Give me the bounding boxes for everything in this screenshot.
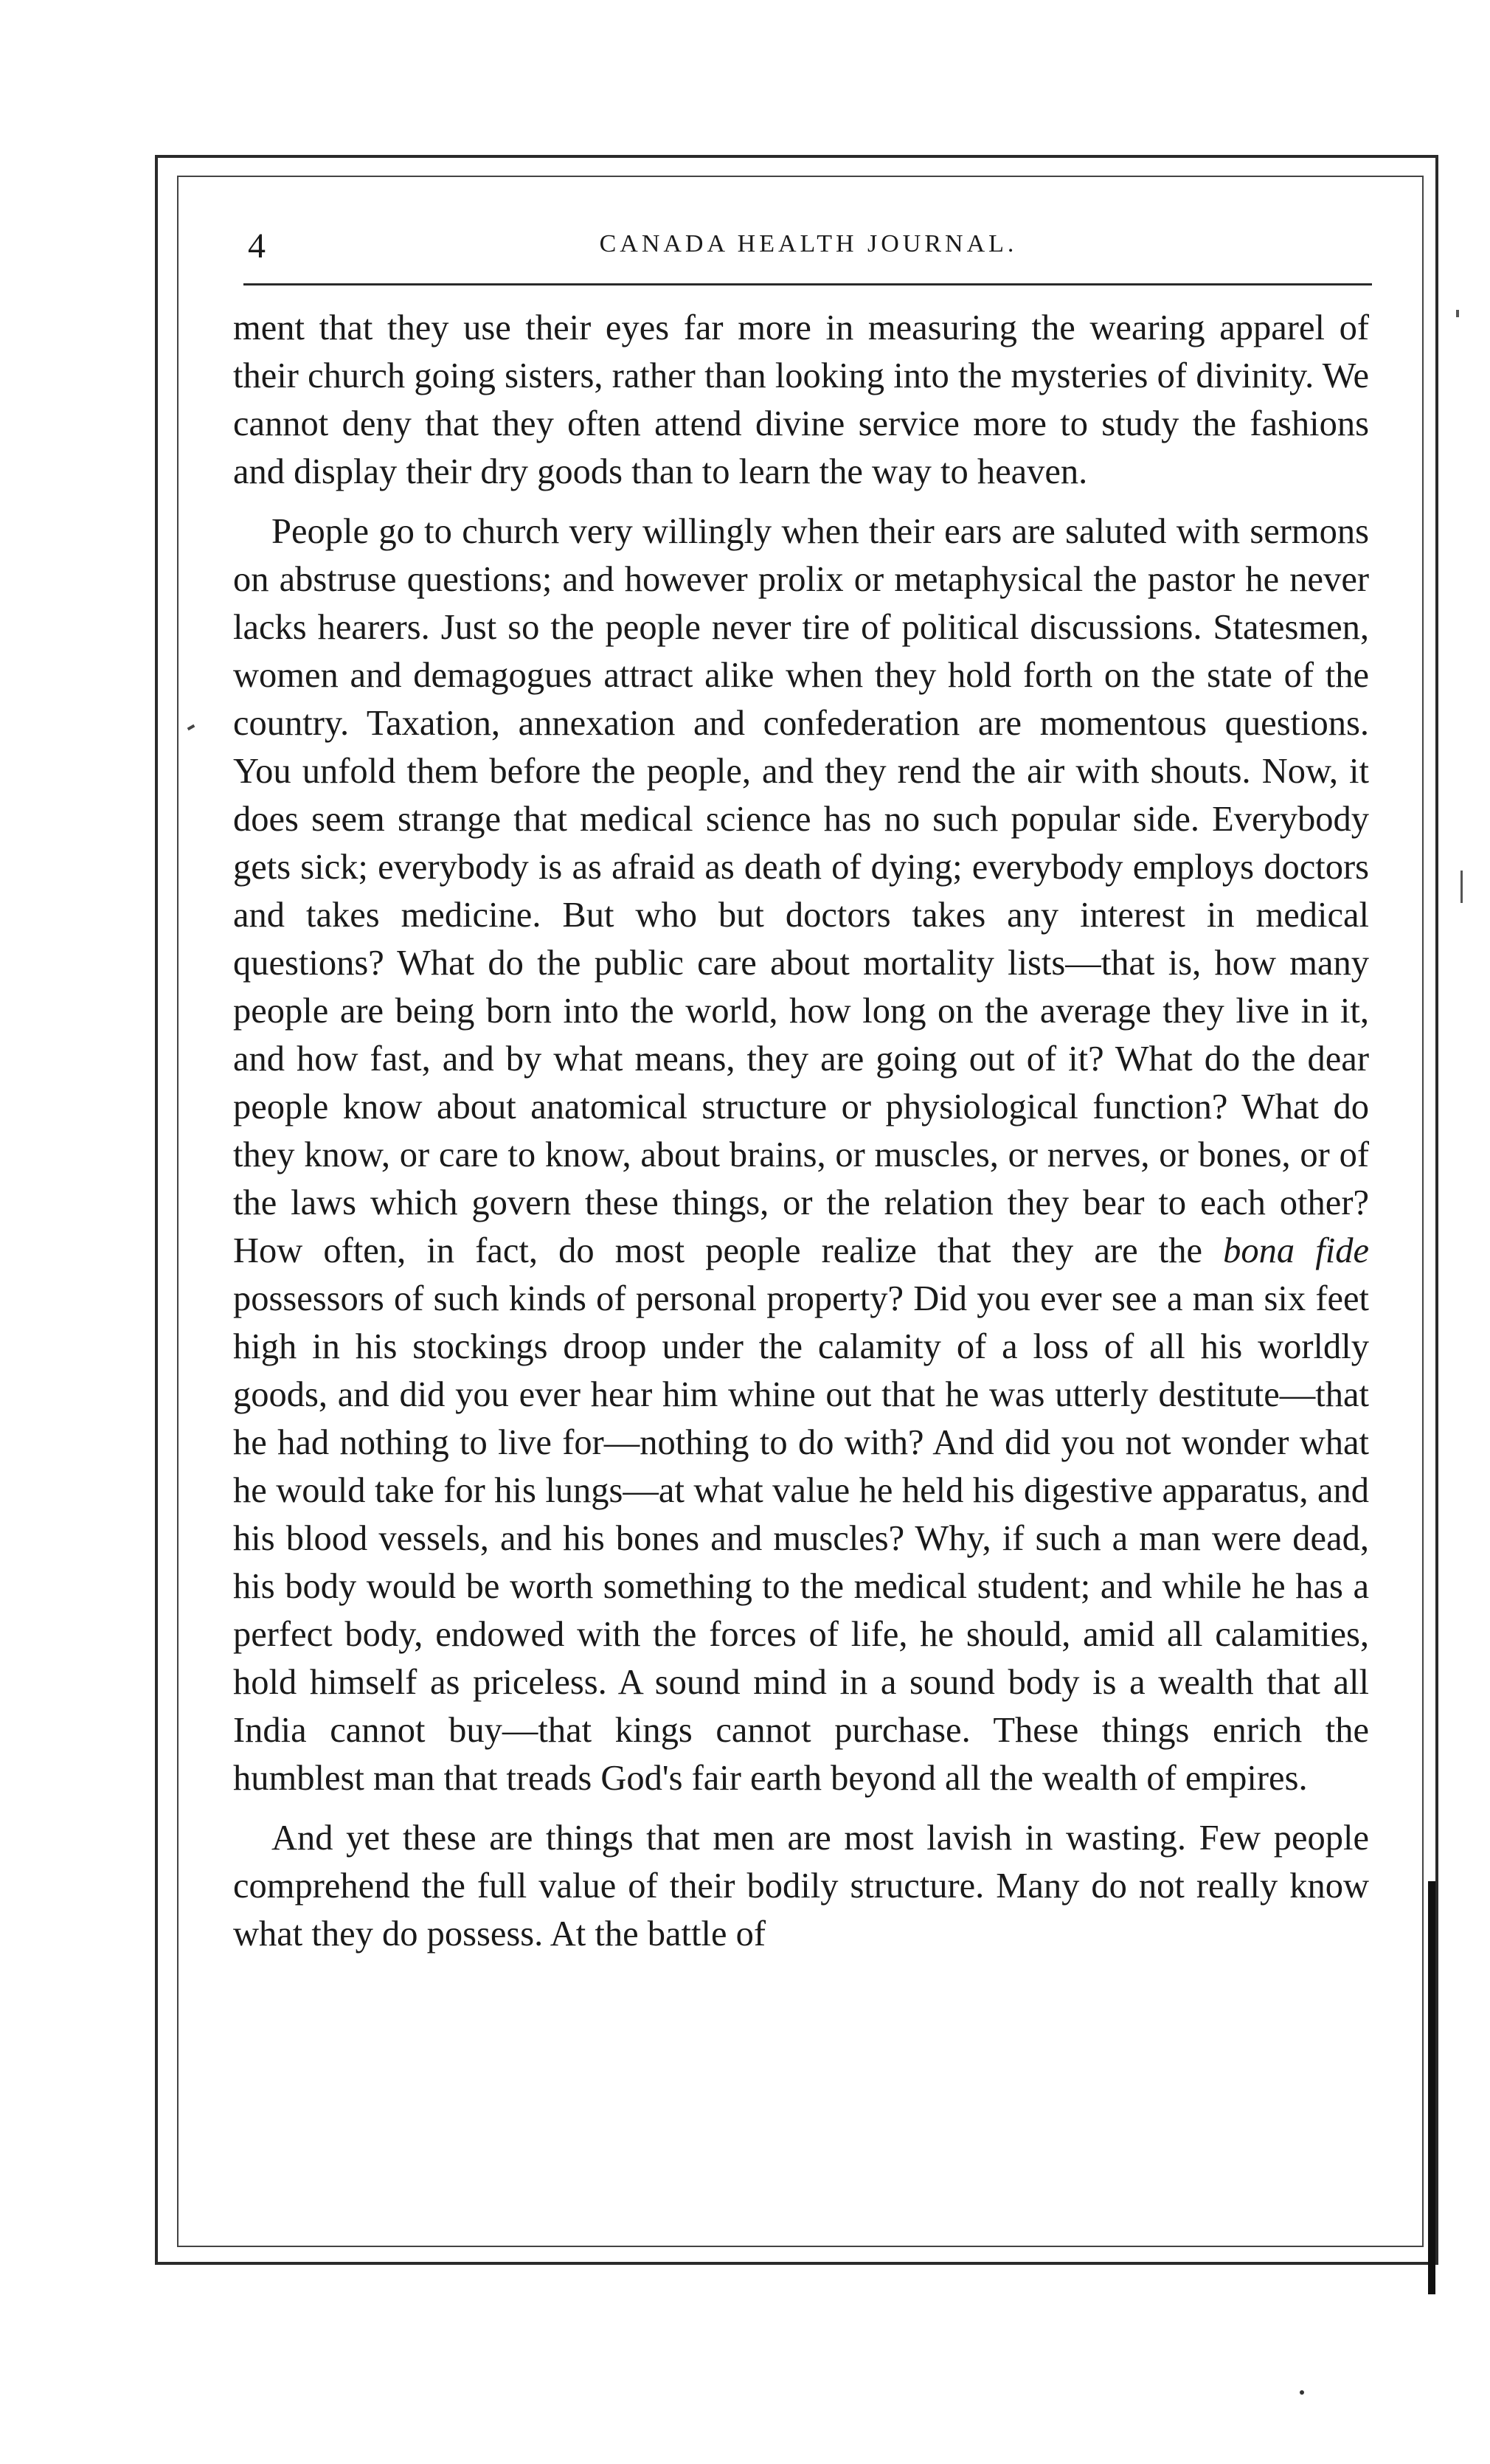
scan-artifact-mark [1460,871,1463,903]
paragraph-2-part-1: People go to church very willingly when their ears are saluted with sermons on abstruse questions; and however prolix or metaphysical the pastor he never lacks hearers. Just so the people never tire of political discussions. Statesmen, women and demagogues attract alike when they hold forth on the state of the country. Taxation, annexation and confederation are momentous questions. You unfold them before the people, and they rend the air with shouts. Now, it does seem strange that medical science has no such popular side. Everybody gets sick; everybody is as afraid as death of dying; everybody employs doctors and takes medicine. But who but doctors takes any interest in medical questions? What do the public care about mortality lists—that is, how many people are being born into the world, how long on the average they live in it, and how fast, and by what means, they are going out of it? What do the dear people know about anatomical structure or physiological function? What do they know, or care to know, about brains, or muscles, or nerves, or bones, or of the laws which govern these things, or the relation they bear to each other? How often, in fact, do most people realize that they are the [233,512,1369,1270]
italic-phrase: bona fide [1223,1231,1370,1270]
paragraph-1: ment that they use their eyes far more in measuring the wearing apparel of their church going sisters, rather than looking into the mysteries of divinity. We cannot deny that they often attend divine service more to study the fashions and display their dry goods than to learn the way to heaven. [233,308,1369,491]
paragraph-3: And yet these are things that men are most lavish in wasting. Few people comprehend the full value of their bodily structure. Many do not really know what they do possess. At the battle of [233,1818,1369,1953]
body-text [233,304,1369,1970]
paragraph-2 [233,508,1369,1802]
running-title: CANADA HEALTH JOURNAL. [599,230,1018,257]
page-header [248,221,1369,280]
paragraph-2-part-2: possessors of such kinds of personal property? Did you ever see a man six feet high in his stockings droop under the calamity of a loss of all his worldly goods, and did you ever hear him whine out that he was utterly destitute—that he had nothing to live for—nothing to do with? And did you not wonder what he would take for his lungs—at what value he held his digestive apparatus, and his blood vessels, and his bones and muscles? Why, if such a man were dead, his body would be worth something to the medical student; and while he has a perfect body, endowed with the forces of life, he should, amid all calamities, hold himself as priceless. A sound mind in a sound body is a wealth that all India cannot buy—that kings cannot purchase. These things enrich the humblest man that treads God's fair earth beyond all the wealth of empires. [233,1279,1369,1798]
scan-artifact-mark [1456,310,1459,317]
page-number: 4 [248,226,266,266]
header-rule [243,283,1372,285]
frame-edge-mark [1428,1881,1435,2294]
scan-artifact-dot [1300,2390,1304,2395]
